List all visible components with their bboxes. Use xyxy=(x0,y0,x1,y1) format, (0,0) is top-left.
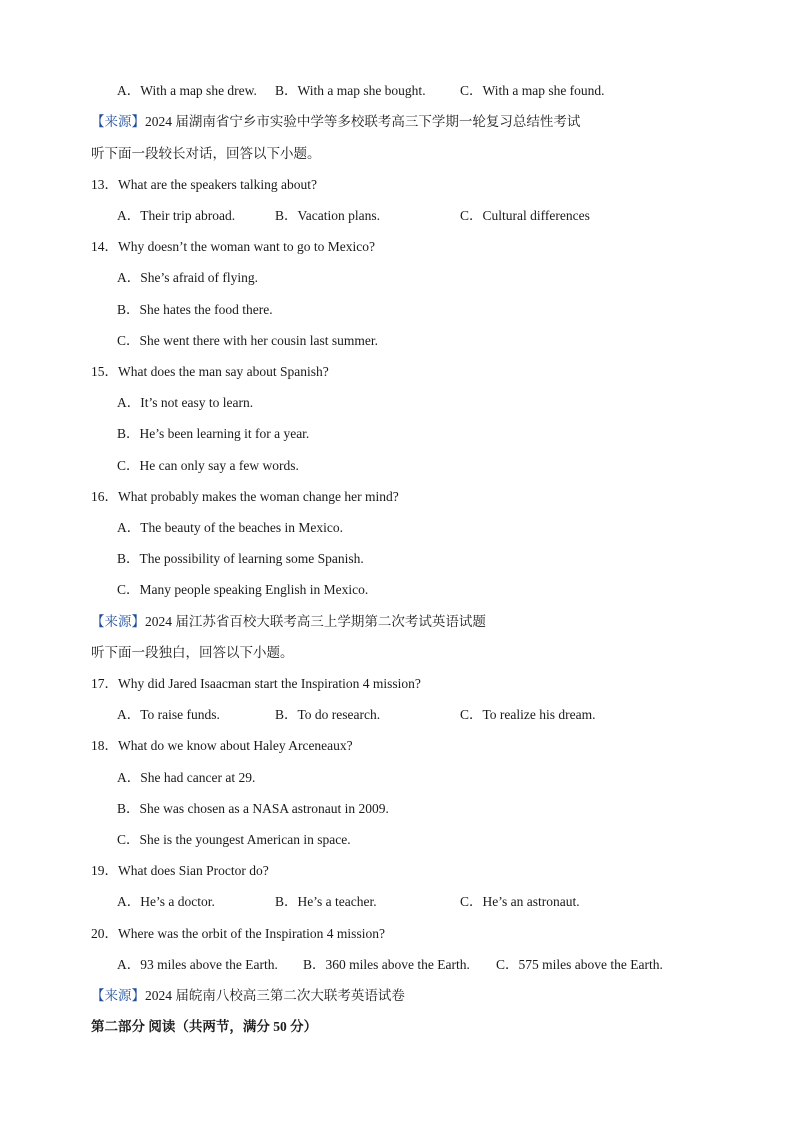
q20-option-c: C．575 miles above the Earth. xyxy=(496,957,663,972)
question-20: 20．Where was the orbit of the Inspiration 4 mission? xyxy=(91,926,385,941)
question-19: 19．What does Sian Proctor do? xyxy=(91,863,269,878)
q13-option-a: A．Their trip abroad. xyxy=(117,208,236,223)
q15-option-a: A．It’s not easy to learn. xyxy=(117,395,254,410)
prev-option-c: C．With a map she found. xyxy=(460,83,605,98)
q14-option-b: B．She hates the food there. xyxy=(117,302,273,317)
q19-option-c: C．He’s an astronaut. xyxy=(460,894,580,909)
question-15: 15．What does the man say about Spanish? xyxy=(91,364,329,379)
q16-option-a: A．The beauty of the beaches in Mexico. xyxy=(117,520,344,535)
q13-option-b: B．Vacation plans. xyxy=(275,208,380,223)
q13-option-c: C．Cultural differences xyxy=(460,208,590,223)
q19-option-a: A．He’s a doctor. xyxy=(117,894,215,909)
source-text: 2024 届湖南省宁乡市实验中学等多校联考高三下学期一轮复习总结性考试 xyxy=(145,114,581,129)
source-line-2 xyxy=(91,614,486,630)
q17-option-a: A．To raise funds. xyxy=(117,707,220,722)
q17-option-b: B．To do research. xyxy=(275,707,381,722)
question-16: 16．What probably makes the woman change her mind? xyxy=(91,489,399,504)
question-18: 18．What do we know about Haley Arceneaux? xyxy=(91,738,353,753)
source-text: 2024 届皖南八校高三第二次大联考英语试卷 xyxy=(145,988,405,1003)
q19-option-b: B．He’s a teacher. xyxy=(275,894,377,909)
q18-option-a: A．She had cancer at 29. xyxy=(117,770,256,785)
q16-option-b: B．The possibility of learning some Spanish. xyxy=(117,551,364,566)
source-text: 2024 届江苏省百校大联考高三上学期第二次考试英语试题 xyxy=(145,614,486,629)
source-label: 【来源】 xyxy=(91,114,145,129)
question-14: 14．Why doesn’t the woman want to go to Mexico? xyxy=(91,239,375,254)
source-line-3 xyxy=(91,988,405,1004)
q17-option-c: C．To realize his dream. xyxy=(460,707,596,722)
instruction-line-2: 听下面一段独白，回答以下小题。 xyxy=(91,645,294,660)
source-line-1 xyxy=(91,114,580,130)
q15-option-b: B．He’s been learning it for a year. xyxy=(117,426,310,441)
prev-option-b: B．With a map she bought. xyxy=(275,83,426,98)
question-17: 17．Why did Jared Isaacman start the Inspiration 4 mission? xyxy=(91,676,421,691)
prev-option-a: A．With a map she drew. xyxy=(117,83,257,98)
source-label: 【来源】 xyxy=(91,614,145,629)
q18-option-b: B．She was chosen as a NASA astronaut in 2009. xyxy=(117,801,389,816)
instruction-line-1: 听下面一段较长对话，回答以下小题。 xyxy=(91,146,321,161)
q14-option-a: A．She’s afraid of flying. xyxy=(117,270,258,285)
part2-heading: 第二部分 阅读（共两节，满分 50 分） xyxy=(91,1019,318,1034)
q14-option-c: C．She went there with her cousin last summer. xyxy=(117,333,378,348)
q18-option-c: C．She is the youngest American in space. xyxy=(117,832,351,847)
q16-option-c: C．Many people speaking English in Mexico. xyxy=(117,582,369,597)
q20-option-b: B．360 miles above the Earth. xyxy=(303,957,470,972)
question-13: 13．What are the speakers talking about? xyxy=(91,177,318,192)
source-label: 【来源】 xyxy=(91,988,145,1003)
q20-option-a: A．93 miles above the Earth. xyxy=(117,957,278,972)
q15-option-c: C．He can only say a few words. xyxy=(117,458,299,473)
